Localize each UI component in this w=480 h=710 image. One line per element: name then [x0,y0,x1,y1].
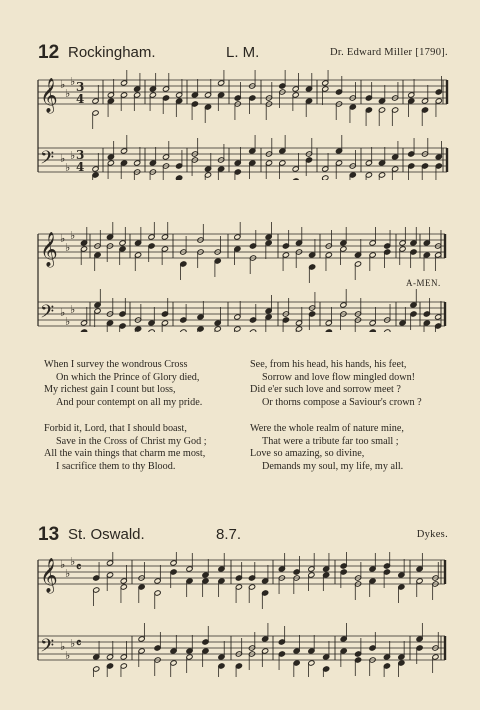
time-signature: 𝄴 [76,636,82,650]
flat-sign: ♭ [65,315,71,328]
verse-line: I sacrifice them to thy Blood. [56,460,176,472]
hymn-13-header [38,524,448,546]
flat-sign: ♭ [65,567,71,580]
flat-sign: ♭ [60,78,66,91]
note-head [180,329,187,332]
verse-line: Sorrow and love flow mingled down! [262,371,416,383]
flat-sign: ♭ [65,241,71,254]
flat-sign: ♭ [60,152,66,165]
flat-sign: ♭ [60,306,66,319]
verse-line: Or thorns compose a Saviour's crown ? [262,396,422,408]
verse-line: Forbid it, Lord, that I should boast, [44,423,187,434]
verse-line: All the vain things that charm me most, [44,448,206,460]
time-signature: 4 [76,160,85,174]
bass-clef: 𝄢 [40,148,55,173]
note-head [325,329,332,332]
verse-line: When I survey the wondrous Cross [44,359,188,370]
flat-sign: ♭ [70,303,76,316]
flat-sign: ♭ [70,229,76,242]
treble-clef: 𝄞 [40,558,58,593]
note-head [148,329,155,332]
verse-line: Save in the Cross of Christ my God ; [56,435,207,447]
hymn-12-music-system-2 [0,222,480,332]
verse-line: That were a tribute far too small ; [262,435,399,447]
verse-2 [250,359,455,409]
verse-line: And pour contempt on all my pride. [56,396,203,408]
flat-sign: ♭ [60,640,66,653]
note-head [369,329,376,332]
hymn-13-music-system [0,552,480,677]
flat-sign: ♭ [65,649,71,662]
composer: Dr. Edward Miller [1790]. [329,47,448,58]
verse-4 [250,423,455,473]
flat-sign: ♭ [70,75,76,88]
bass-clef: 𝄢 [40,302,55,327]
time-signature: 3 [76,80,85,94]
verse-3 [44,423,249,473]
verse-line: Demands my soul, my life, my all. [262,460,404,472]
verse-line: Did e'er such love and sorrow meet ? [250,384,401,396]
composer: Dykes. [416,529,448,540]
treble-clef: 𝄞 [40,78,58,113]
verse-line: Love so amazing, so divine, [250,448,365,460]
time-signature: 4 [76,92,85,106]
verse-line: On which the Prince of Glory died, [56,371,200,383]
tune-name: St. Oswald. [68,526,145,543]
flat-sign: ♭ [60,558,66,571]
hymn-number: 13 [38,524,60,545]
note-head [384,329,391,332]
hymn-12-music-system-1 [0,70,480,180]
flat-sign: ♭ [70,149,76,162]
tune-name: Rockingham. [68,44,156,61]
verse-1 [44,359,249,409]
verse-line: Were the whole realm of nature mine, [250,423,404,434]
hymn-number: 12 [38,42,60,63]
flat-sign: ♭ [65,87,71,100]
meter: L. M. [226,44,260,61]
flat-sign: ♭ [70,637,76,650]
flat-sign: ♭ [60,232,66,245]
meter: 8.7. [216,526,242,543]
amen-label: A-MEN. [406,278,441,288]
treble-clef: 𝄞 [40,232,58,267]
hymn-12-header [38,42,448,64]
bass-clef: 𝄢 [40,636,55,661]
note-head [249,329,256,332]
verse-line: See, from his head, his hands, his feet, [250,359,407,370]
note-head [292,178,299,180]
flat-sign: ♭ [70,555,76,568]
note-head [80,329,87,332]
time-signature: 𝄴 [76,560,82,574]
flat-sign: ♭ [65,161,71,174]
time-signature: 3 [76,148,85,162]
verse-line: My richest gain I count but loss, [44,384,176,396]
